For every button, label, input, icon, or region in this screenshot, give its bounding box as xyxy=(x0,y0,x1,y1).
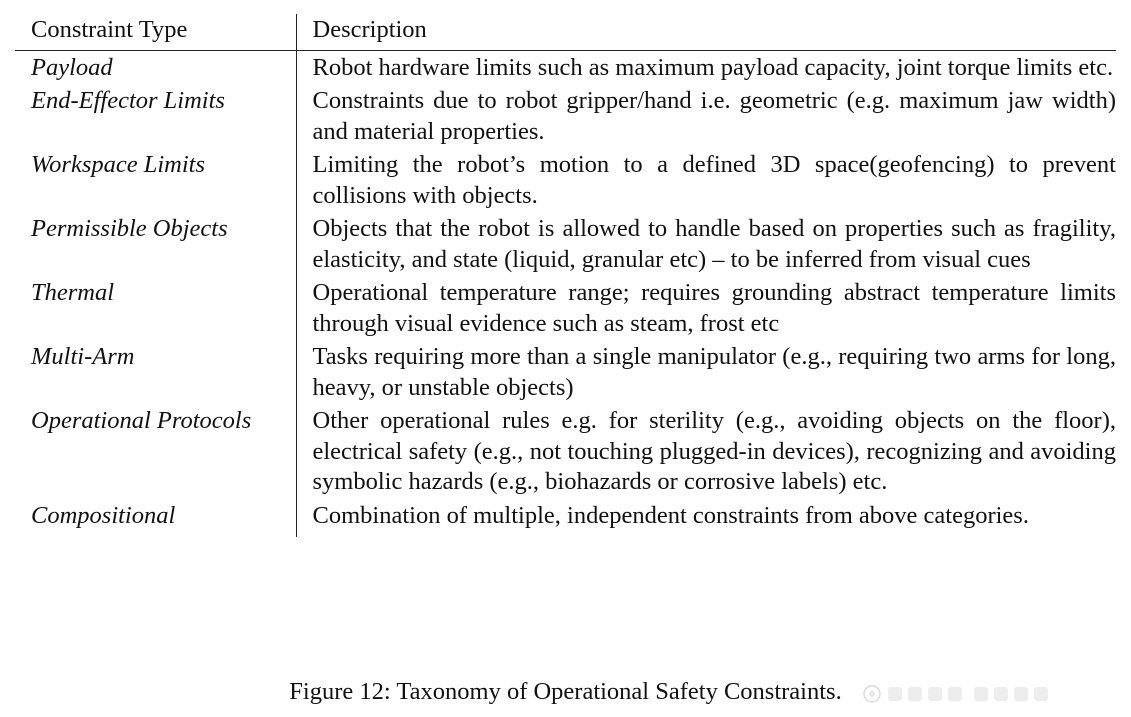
table-row xyxy=(15,342,1116,406)
table-row xyxy=(15,278,1116,342)
description-cell: Tasks requiring more than a single manipulator (e.g., requiring two arms for long, heavy, or unstable objects) xyxy=(312,343,1116,401)
description-cell: Limiting the robot’s motion to a defined 3D space(geofencing) to prevent collisions with objects. xyxy=(312,151,1116,209)
constraint-type-cell: Workspace Limits xyxy=(15,150,296,214)
constraint-type-cell: Multi-Arm xyxy=(15,342,296,406)
table-row xyxy=(15,150,1116,214)
watermark-icon xyxy=(862,684,1062,704)
header-description: Description xyxy=(296,14,1116,50)
constraint-type-cell: Permissible Objects xyxy=(15,214,296,278)
description-cell: Constraints due to robot gripper/hand i.e. geometric (e.g. maximum jaw width) and material properties. xyxy=(312,87,1116,145)
constraint-type-cell: End-Effector Limits xyxy=(15,86,296,150)
table-row xyxy=(15,501,1116,538)
constraint-type-cell: Operational Protocols xyxy=(15,406,296,501)
constraints-table-container xyxy=(15,14,1116,537)
description-cell: Robot hardware limits such as maximum payload capacity, joint torque limits etc. xyxy=(312,53,1114,81)
table-header-row xyxy=(15,14,1116,50)
description-cell: Objects that the robot is allowed to handle based on properties such as fragility, elasticity, and state (liquid, granular etc) – to be inferred from visual cues xyxy=(312,215,1116,273)
table-row xyxy=(15,406,1116,501)
description-cell: Operational temperature range; requires grounding abstract temperature limits through visual evidence such as steam, frost etc xyxy=(312,279,1116,337)
constraint-type-cell: Compositional xyxy=(15,501,296,538)
constraints-table xyxy=(15,14,1116,537)
description-cell: Combination of multiple, independent constraints from above categories. xyxy=(312,501,1029,529)
description-cell: Other operational rules e.g. for sterility (e.g., avoiding objects on the floor), electrical safety (e.g., not touching plugged-in devices), recognizing and avoiding symbolic hazards (e.g., biohazards or corrosive labels) etc. xyxy=(312,407,1116,495)
figure-caption: Figure 12: Taxonomy of Operational Safety Constraints. xyxy=(289,678,842,705)
constraint-type-cell: Payload xyxy=(15,50,296,86)
table-row xyxy=(15,50,1116,86)
constraint-type-cell: Thermal xyxy=(15,278,296,342)
table-row xyxy=(15,86,1116,150)
header-constraint-type: Constraint Type xyxy=(15,14,296,50)
table-row xyxy=(15,214,1116,278)
